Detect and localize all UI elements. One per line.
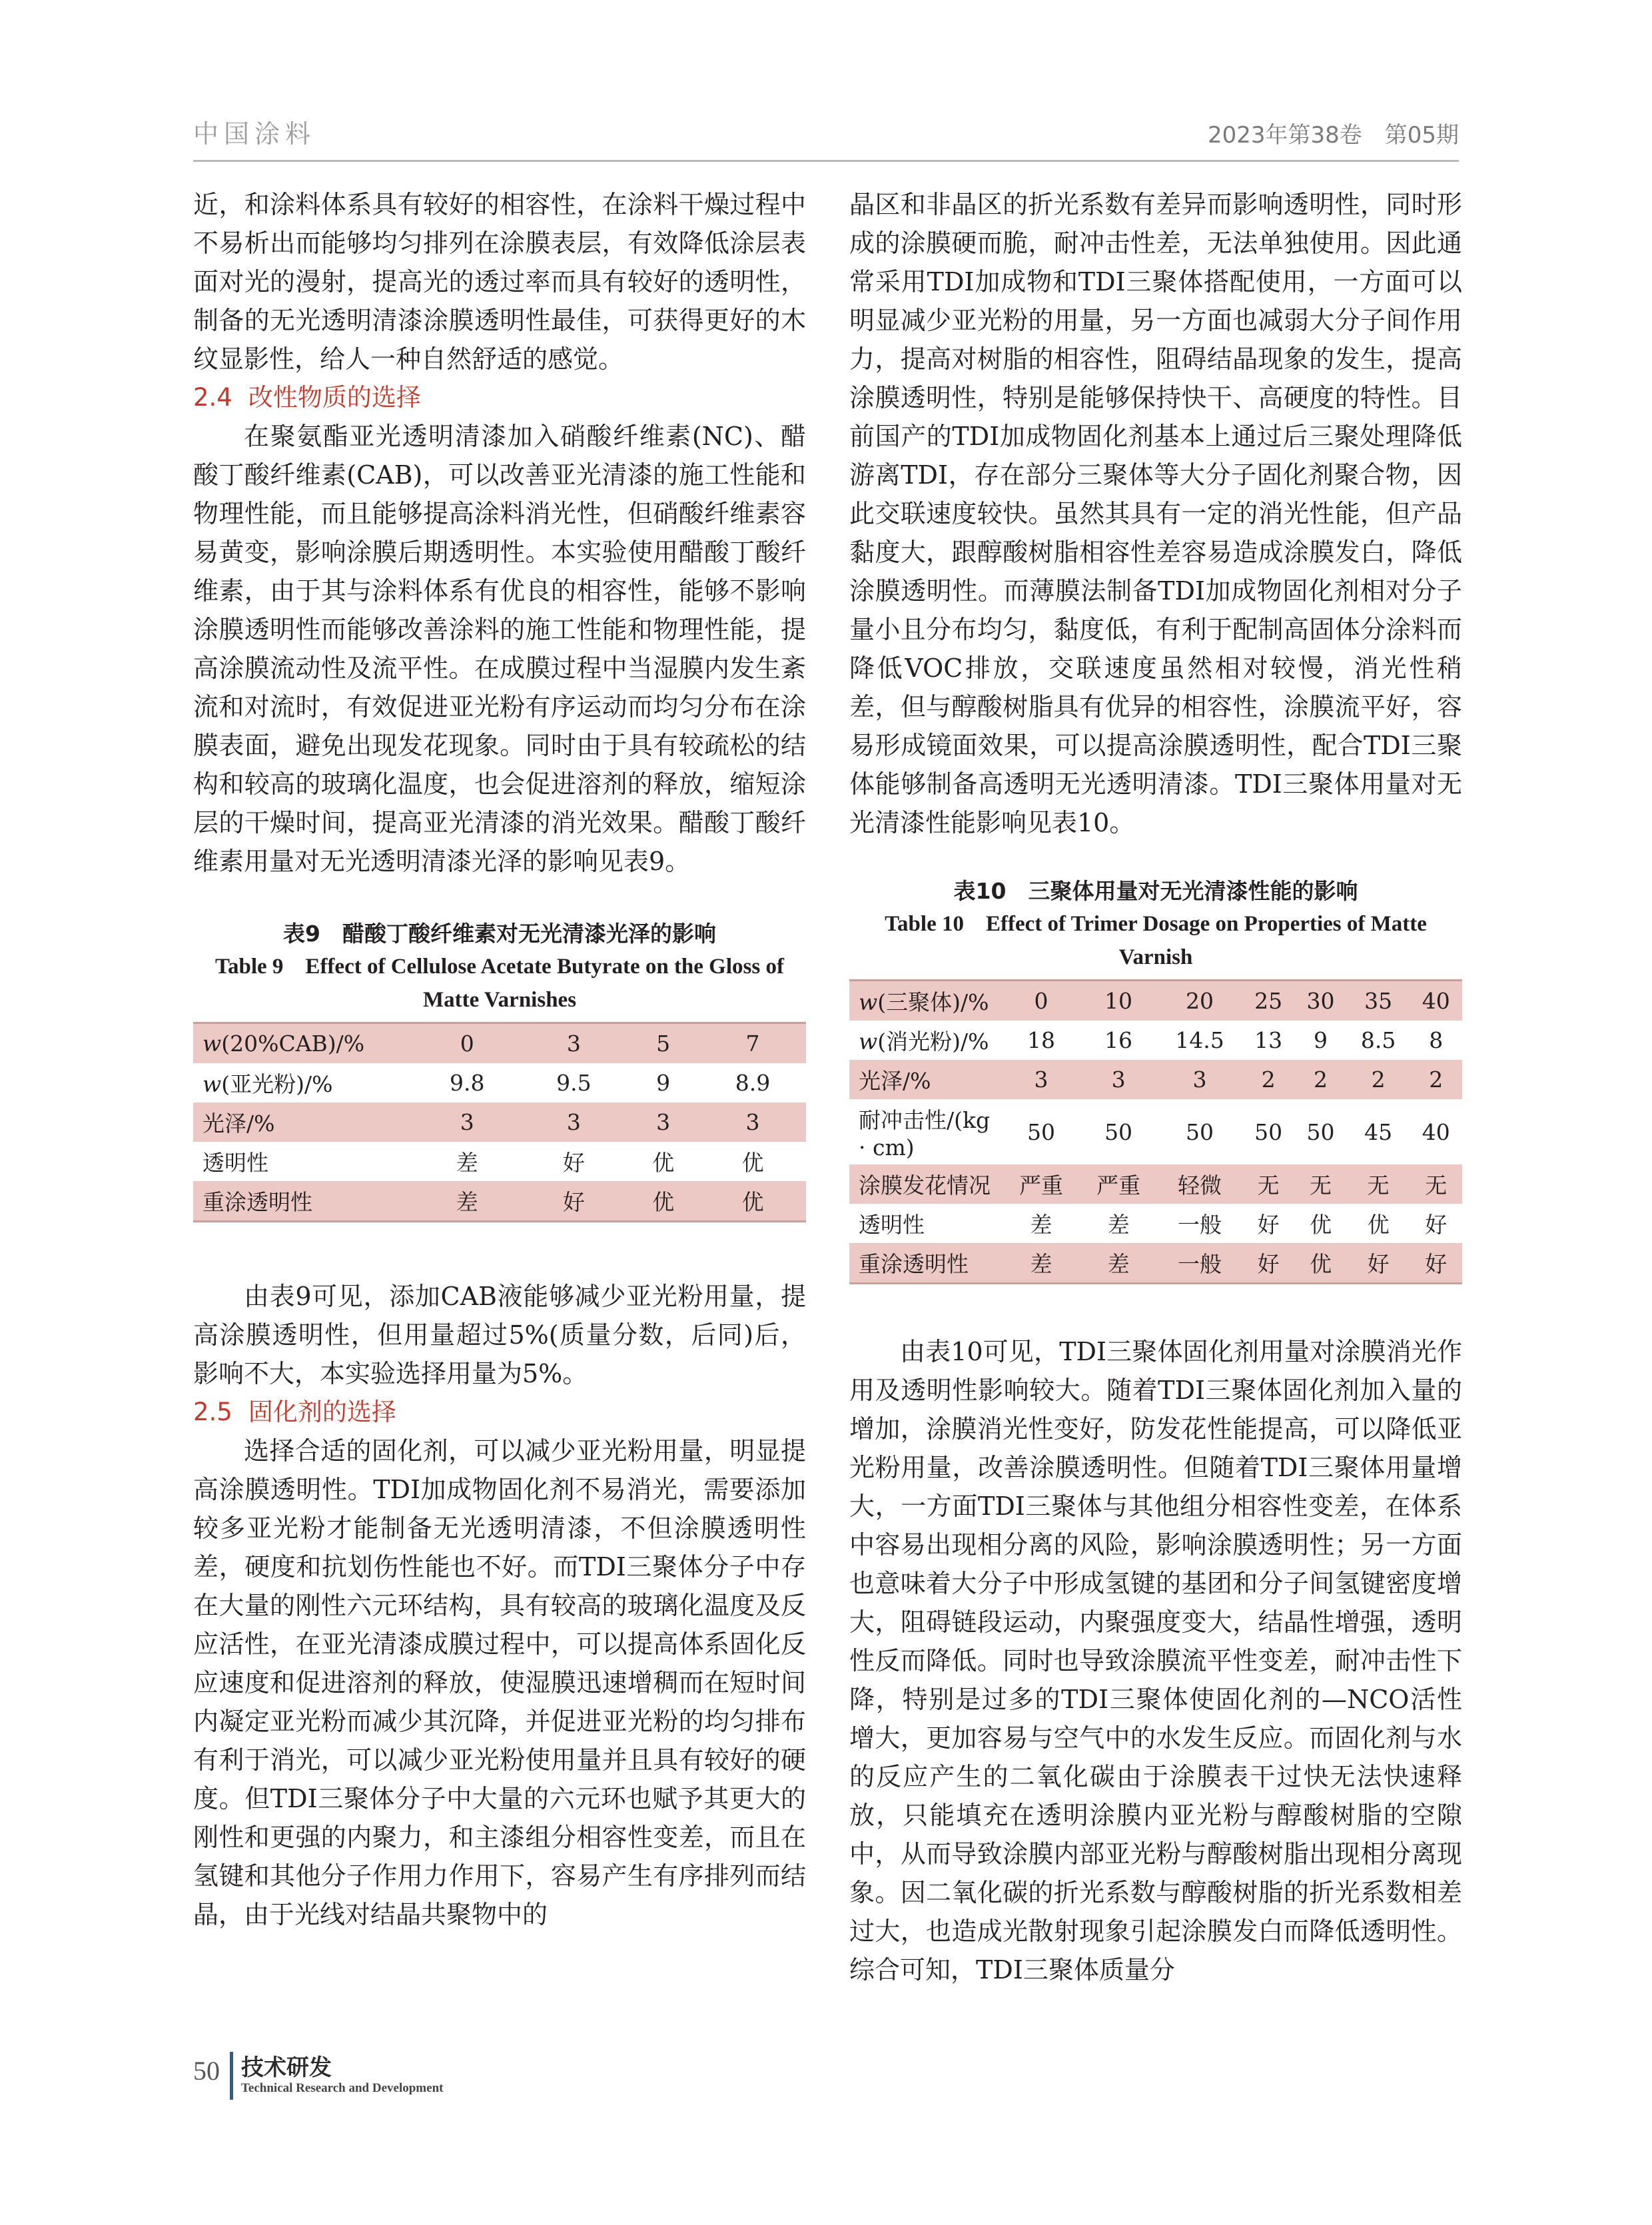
- footer-bar: [230, 2052, 233, 2100]
- section-number: 2.5: [193, 1398, 232, 1426]
- table-cell: 16: [1104, 1027, 1133, 1053]
- paragraph: 晶区和非晶区的折光系数有差异而影响透明性，同时形成的涂膜硬而脆，耐冲击性差，无法单独使用。因此通常采用TDI加成物和TDI三聚体搭配使用，一方面可以明显减少亚光粉的用量，另一方面也减弱大分子间作用力，提高对树脂的相容性，阻碍结晶现象的发生，提高涂膜透明性，特别是能够保持快干、高硬度的特性。目前国产的TDI加成物固化剂基本上通过后三聚处理降低游离TDI，存在部分三聚体等大分子固化剂聚合物，因此交联速度较快。虽然其具有一定的消光性能，但产品黏度大，跟醇酸树脂相容性差容易造成涂膜发白，降低涂膜透明性。而薄膜法制备TDI加成物固化剂相对分子量小且分布均匀，黏度低，有利于配制高固体分涂料而降低VOC排放，交联速度虽然相对较慢，消光性稍差，但与醇酸树脂具有优异的相容性，涂膜流平好，容易形成镜面效果，可以提高涂膜透明性，配合TDI三聚体能够制备高透明无光透明清漆。TDI三聚体用量对无光清漆性能影响见表10。: [849, 190, 1462, 837]
- row-label-text: (20%CAB)/%: [221, 1031, 365, 1057]
- paragraph: 近，和涂料体系具有较好的相容性，在涂料干燥过程中不易析出而能够均匀排列在涂膜表层，有效降低涂层表面对光的漫射，提高光的透过率而具有较好的透明性，制备的无光透明清漆涂膜透明性最佳，可获得更好的木纹显影性，给人一种自然舒适的感觉。: [193, 190, 806, 374]
- table-cell: 40: [1422, 1118, 1450, 1145]
- table-cell: 25: [1242, 981, 1294, 1021]
- table-cell: 无: [1347, 1164, 1410, 1204]
- section-heading-2-4: [193, 378, 806, 417]
- mass-fraction-symbol: w: [203, 1031, 222, 1057]
- table-cell: 优: [1367, 1212, 1390, 1238]
- table-cell: 9: [1313, 1027, 1328, 1053]
- table-row: [193, 1063, 806, 1103]
- table-cell: 无: [1410, 1164, 1462, 1204]
- table-9-caption-en: Table 9 Effect of Cellulose Acetate Butyrate on the Gloss of Matte Varnishes: [215, 955, 784, 1012]
- table-cell: 好: [1257, 1212, 1280, 1238]
- table-cell: 9.8: [449, 1070, 485, 1096]
- row-label-text: 透明性: [859, 1212, 925, 1238]
- table-9-caption-cn: 表9 醋酸丁酸纤维素对无光清漆光泽的影响: [283, 921, 716, 947]
- table-cell: 好: [1410, 1243, 1462, 1284]
- table-cell: 8.5: [1360, 1027, 1396, 1053]
- table-cell: 差: [456, 1150, 478, 1176]
- table-cell: 优: [741, 1150, 764, 1176]
- row-label: [849, 1099, 1003, 1164]
- paragraph: 由表9可见，添加CAB液能够减少亚光粉用量，提高涂膜透明性，但用量超过5%(质量分数，后同)后，影响不大，本实验选择用量为5%。: [193, 1282, 806, 1388]
- row-label-text: (消光粉)/%: [877, 1029, 989, 1055]
- table-cell: 无: [1242, 1164, 1294, 1204]
- row-label-text: 耐冲击性/(kg · cm): [859, 1107, 991, 1160]
- table-cell: 8: [1429, 1027, 1444, 1053]
- row-label-text: 涂膜发花情况: [859, 1172, 991, 1198]
- footer-section-cn: 技术研发: [241, 2054, 332, 2081]
- table-cell: 50: [1027, 1118, 1056, 1145]
- table-cell: 5: [627, 1023, 699, 1064]
- section-title: 固化剂的选择: [248, 1398, 396, 1426]
- paragraph: 选择合适的固化剂，可以减少亚光粉用量，明显提高涂膜透明性。TDI加成物固化剂不易消光，需要添加较多亚光粉才能制备无光透明清漆，不但涂膜透明性差，硬度和抗划伤性能也不好。而TDI三聚体分子中存在大量的刚性六元环结构，具有较高的玻璃化温度及反应活性，在亚光清漆成膜过程中，可以提高体系固化反应速度和促进溶剂的释放，使湿膜迅速增稠而在短时间内凝定亚光粉而减少其沉降，并促进亚光粉的均匀排布有利于消光，可以减少亚光粉使用量并且具有较好的硬度。但TDI三聚体分子中大量的六元环也赋予其更大的刚性和更强的内聚力，和主漆组分相容性变差，而且在氢键和其他分子作用力作用下，容易产生有序排列而结晶，由于光线对结晶共聚物中的: [193, 1436, 806, 1929]
- table-row: [849, 1243, 1462, 1284]
- table-row: [849, 1060, 1462, 1099]
- table-cell: 35: [1347, 981, 1410, 1021]
- table-cell: 好: [1242, 1243, 1294, 1284]
- table-cell: 差: [1030, 1212, 1052, 1238]
- table-row: [849, 1021, 1462, 1060]
- table-10-caption-cn: 表10 三聚体用量对无光清漆性能的影响: [953, 878, 1358, 904]
- table-cell: 40: [1410, 981, 1462, 1021]
- table-cell: 30: [1294, 981, 1346, 1021]
- table-row: [849, 1204, 1462, 1243]
- page-number: 50: [193, 2056, 220, 2086]
- table-cell: 50: [1185, 1118, 1214, 1145]
- mass-fraction-symbol: w: [203, 1071, 222, 1097]
- table-cell: 差: [1080, 1243, 1157, 1284]
- table-cell: 好: [562, 1150, 585, 1176]
- row-label: [849, 1243, 1003, 1284]
- table-row: [849, 981, 1462, 1021]
- row-label: [193, 1103, 414, 1142]
- row-label: [193, 1181, 414, 1222]
- row-label-text: 光泽/%: [203, 1111, 275, 1136]
- table-row: [193, 1103, 806, 1142]
- table-cell: 3: [1003, 1060, 1080, 1099]
- row-label: [849, 1021, 1003, 1060]
- issue-info: 2023年第38卷 第05期: [1207, 122, 1459, 149]
- row-label: [849, 1060, 1003, 1099]
- table-cell: 9.5: [556, 1070, 592, 1096]
- table-cell: 好: [1347, 1243, 1410, 1284]
- table-cell: 优: [627, 1181, 699, 1222]
- table-cell: 一般: [1157, 1243, 1242, 1284]
- row-label: [849, 1164, 1003, 1204]
- row-label-text: 光泽/%: [859, 1068, 931, 1094]
- table-cell: 50: [1104, 1118, 1133, 1145]
- table-10: [849, 979, 1462, 1284]
- table-cell: 7: [699, 1023, 806, 1064]
- row-label-text: 透明性: [203, 1150, 268, 1176]
- table-cell: 差: [1003, 1243, 1080, 1284]
- paragraph: 由表10可见，TDI三聚体固化剂用量对涂膜消光作用及透明性影响较大。随着TDI三聚体固化剂加入量的增加，涂膜消光性变好，防发花性能提高，可以降低亚光粉用量，改善涂膜透明性。但随着TDI三聚体用量增大，一方面TDI三聚体与其他组分相容性变差，在体系中容易出现相分离的风险，影响涂膜透明性；另一方面也意味着大分子中形成氢键的基团和分子间氢键密度增大，阻碍链段运动，内聚强度变大，结晶性增强，透明性反而降低。同时也导致涂膜流平性变差，耐冲击性下降，特别是过多的TDI三聚体使固化剂的—NCO活性增大，更加容易与空气中的水发生反应。而固化剂与水的反应产生的二氧化碳由于涂膜表干过快无法快速释放，只能填充在透明涂膜内亚光粉与醇酸树脂的空隙中，从而导致涂膜内部亚光粉与醇酸树脂出现相分离现象。因二氧化碳的折光系数与醇酸树脂的折光系数相差过大，也造成光散射现象引起涂膜发白而降低透明性。综合可知，TDI三聚体质量分: [849, 1337, 1462, 1985]
- table-row: [193, 1142, 806, 1181]
- row-label-text: (亚光粉)/%: [221, 1071, 333, 1097]
- section-heading-2-5: [193, 1393, 806, 1432]
- table-cell: 差: [414, 1181, 520, 1222]
- footer-section-en: Technical Research and Development: [241, 2081, 444, 2095]
- table-10-caption-en: Table 10 Effect of Trimer Dosage on Properties of Matte Varnish: [885, 912, 1427, 969]
- right-column: [849, 185, 1462, 1989]
- table-cell: 好: [1425, 1212, 1447, 1238]
- row-label-text: 重涂透明性: [203, 1189, 312, 1215]
- table-cell: 8.9: [735, 1070, 771, 1096]
- table-cell: 0: [1003, 981, 1080, 1021]
- section-number: 2.4: [193, 383, 232, 412]
- table-cell: 45: [1364, 1118, 1393, 1145]
- row-label: [849, 1204, 1003, 1243]
- row-label: [193, 1063, 414, 1103]
- table-cell: 3: [1080, 1060, 1157, 1099]
- table-cell: 优: [1294, 1243, 1346, 1284]
- table-row: [849, 1164, 1462, 1204]
- table-cell: 严重: [1003, 1164, 1080, 1204]
- table-cell: 20: [1157, 981, 1242, 1021]
- table-row: [193, 1181, 806, 1222]
- table-cell: 9: [656, 1070, 671, 1096]
- table-cell: 轻微: [1157, 1164, 1242, 1204]
- table-cell: 50: [1306, 1118, 1335, 1145]
- header-rule: [193, 160, 1459, 162]
- table-cell: 3: [414, 1103, 520, 1142]
- table-cell: 2: [1410, 1060, 1462, 1099]
- paragraph: 在聚氨酯亚光透明清漆加入硝酸纤维素(NC)、醋酸丁酸纤维素(CAB)，可以改善亚光清漆的施工性能和物理性能，而且能够提高涂料消光性，但硝酸纤维素容易黄变，影响涂膜后期透明性。本实验使用醋酸丁酸纤维素，由于其与涂料体系有优良的相容性，能够不影响涂膜透明性而能够改善涂料的施工性能和物理性能，提高涂膜流动性及流平性。在成膜过程中当湿膜内发生紊流和对流时，有效促进亚光粉有序运动而均匀分布在涂膜表面，避免出现发花现象。同时由于具有较疏松的结构和较高的玻璃化温度，也会促进溶剂的释放，缩短涂层的干燥时间，提高亚光清漆的消光效果。醋酸丁酸纤维素用量对无光透明清漆光泽的影响见表9。: [193, 422, 806, 876]
- table-row: [849, 1099, 1462, 1164]
- mass-fraction-symbol: w: [859, 989, 878, 1015]
- table-cell: 优: [1309, 1212, 1332, 1238]
- table-row: [193, 1023, 806, 1064]
- row-label-text: 重涂透明性: [859, 1251, 969, 1277]
- table-cell: 13: [1254, 1027, 1283, 1053]
- table-cell: 2: [1294, 1060, 1346, 1099]
- table-cell: 差: [1107, 1212, 1130, 1238]
- table-cell: 3: [699, 1103, 806, 1142]
- table-cell: 优: [652, 1150, 675, 1176]
- table-cell: 优: [699, 1181, 806, 1222]
- table-cell: 好: [520, 1181, 627, 1222]
- table-cell: 18: [1027, 1027, 1056, 1053]
- table-cell: 无: [1294, 1164, 1346, 1204]
- table-cell: 3: [627, 1103, 699, 1142]
- row-label: [193, 1023, 414, 1064]
- table-cell: 14.5: [1175, 1027, 1224, 1053]
- table-9: [193, 1022, 806, 1222]
- table-cell: 2: [1242, 1060, 1294, 1099]
- table-cell: 10: [1080, 981, 1157, 1021]
- row-label: [193, 1142, 414, 1181]
- table-cell: 3: [520, 1103, 627, 1142]
- section-title: 改性物质的选择: [248, 383, 421, 412]
- table-cell: 50: [1254, 1118, 1283, 1145]
- table-cell: 一般: [1177, 1212, 1222, 1238]
- left-column: [193, 185, 806, 1934]
- table-cell: 3: [1157, 1060, 1242, 1099]
- table-cell: 2: [1347, 1060, 1410, 1099]
- table-cell: 3: [520, 1023, 627, 1064]
- table-cell: 0: [414, 1023, 520, 1064]
- table-cell: 严重: [1080, 1164, 1157, 1204]
- row-label-text: (三聚体)/%: [877, 989, 989, 1015]
- journal-name: 中国涂料: [193, 119, 316, 149]
- row-label: [849, 981, 1003, 1021]
- mass-fraction-symbol: w: [859, 1029, 878, 1055]
